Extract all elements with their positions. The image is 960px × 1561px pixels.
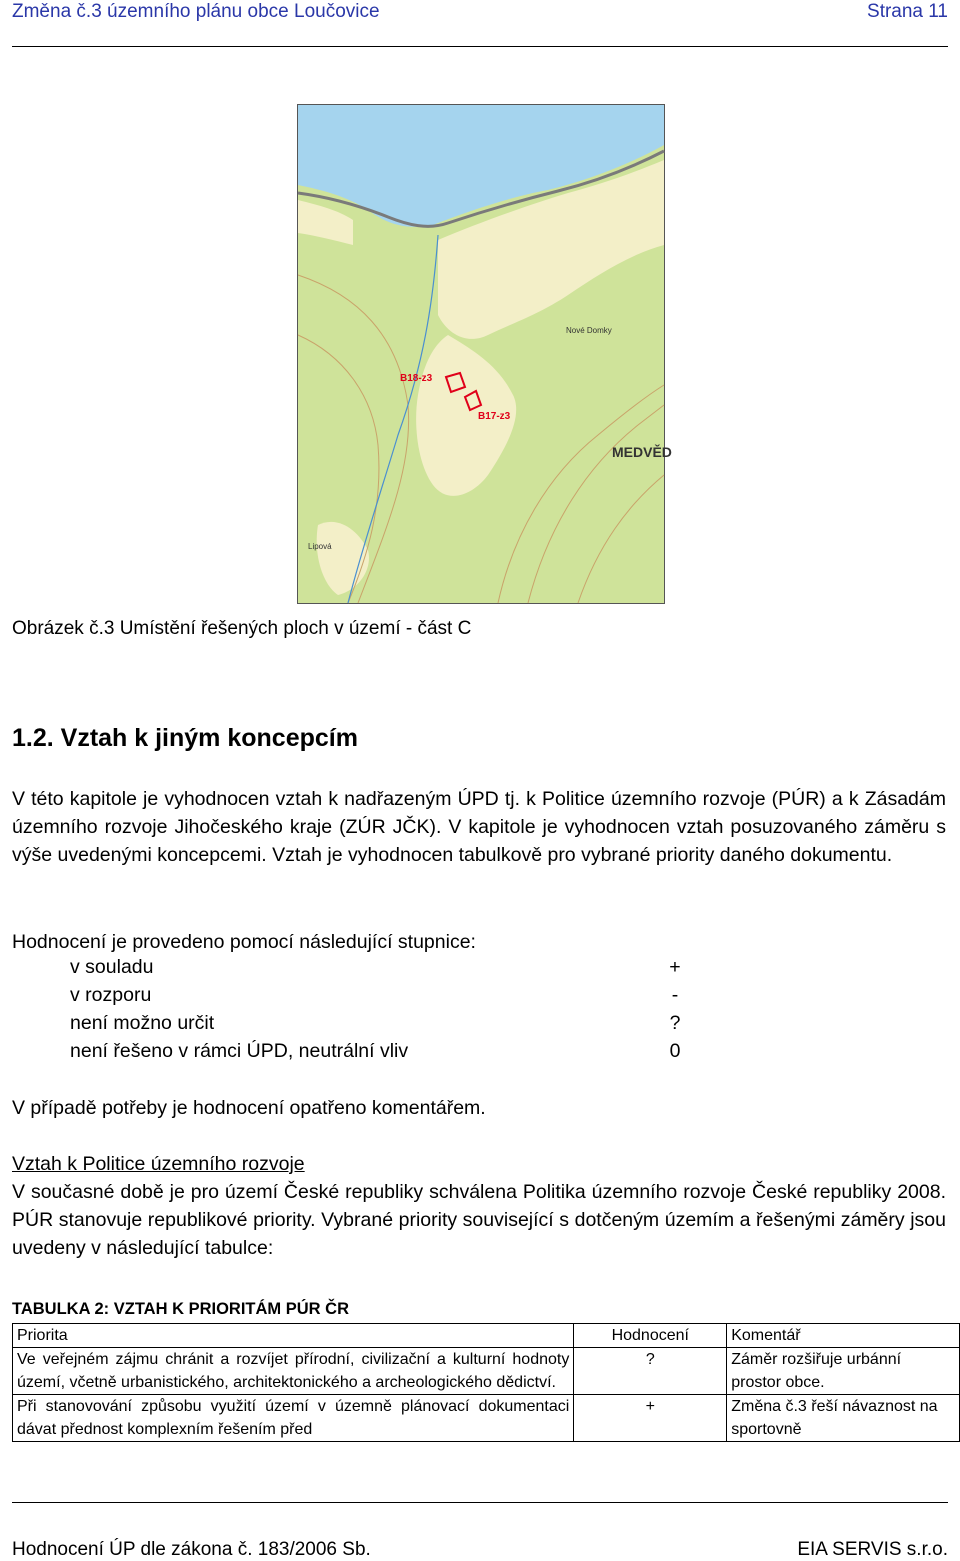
scale-item-label: v rozporu: [70, 984, 152, 1006]
label-b17: B17-z3: [478, 411, 511, 422]
scale-intro: Hodnocení je provedeno pomocí následující stupnice:: [12, 931, 476, 953]
header-comment: Komentář: [727, 1324, 960, 1348]
scale-item-label: v souladu: [70, 956, 154, 978]
row-priority: Ve veřejném zájmu chránit a rozvíjet přírodní, civilizační a kulturní hodnoty území, včetně urbanistického, architektonického a archeologického dědictví.: [13, 1348, 574, 1395]
header-rating: Hodnocení: [574, 1324, 727, 1348]
priority-table: [12, 1323, 960, 1442]
row-rating: ?: [574, 1348, 727, 1395]
intro-paragraph: V této kapitole je vyhodnocen vztah k nadřazeným ÚPD tj. k Politice územního rozvoje (PÚR) a k Zásadám územního rozvoje Jihočeského kraje (ZÚR JČK). V kapitole je vyhodnocen vztah posuzovaného záměru s výše uvedenými koncepcemi. Vztah je vyhodnocen tabulkově pro vybrané priority daného dokumentu.: [12, 788, 946, 866]
table-header-row: [13, 1324, 960, 1348]
page-number: Strana 11: [867, 1, 948, 22]
page-footer: [12, 1502, 948, 1560]
label-medved: MEDVĚD: [612, 444, 672, 460]
label-lipova: Lipová: [308, 542, 332, 551]
scale-item-label: není řešeno v rámci ÚPD, neutrální vliv: [70, 1040, 409, 1062]
footer-left: Hodnocení ÚP dle zákona č. 183/2006 Sb.: [12, 1539, 371, 1560]
header-priority: Priorita: [13, 1324, 574, 1348]
row-priority: Při stanovování způsobu využití území v územně plánovací dokumentaci dávat přednost komplexním řešením před: [13, 1395, 574, 1442]
comment-note: V případě potřeby je hodnocení opatřeno komentářem.: [12, 1097, 486, 1119]
scale-item-symbol: +: [669, 956, 681, 978]
body-paragraph: V současné době je pro území České republiky schválena Politika územního rozvoje České republiky 2008. PÚR stanovuje republikové priority. Vybrané priority související s dotčeným územím a řešenými záměry jsou uvedeny v následující tabulce:: [12, 1181, 946, 1259]
map-image: [298, 105, 672, 603]
label-nove-domky: Nové Domky: [566, 326, 612, 335]
scale-item-symbol: ?: [669, 1012, 681, 1034]
scale-item-symbol: 0: [669, 1040, 681, 1062]
footer-right: EIA SERVIS s.r.o.: [797, 1539, 948, 1560]
scale-item-label: není možno určit: [70, 1012, 215, 1034]
section-heading: 1.2. Vztah k jiným koncepcím: [12, 724, 358, 752]
header-title: Změna č.3 územního plánu obce Loučovice: [12, 1, 380, 22]
subheading: Vztah k Politice územního rozvoje: [12, 1153, 305, 1175]
location-map: [297, 104, 672, 604]
page-header: [12, 0, 948, 47]
row-comment: Změna č.3 řeší návaznost na sportovně: [727, 1395, 960, 1442]
label-b18: B18-z3: [400, 373, 433, 384]
row-comment: Záměr rozšiřuje urbánní prostor obce.: [727, 1348, 960, 1395]
row-rating: +: [574, 1395, 727, 1442]
table-row: [13, 1348, 960, 1395]
table-row: [13, 1395, 960, 1442]
scale-item-symbol: -: [671, 984, 679, 1006]
figure-caption: Obrázek č.3 Umístění řešených ploch v území - část C: [12, 618, 472, 639]
table-caption: TABULKA 2: VZTAH K PRIORITÁM PÚR ČR: [12, 1300, 350, 1318]
